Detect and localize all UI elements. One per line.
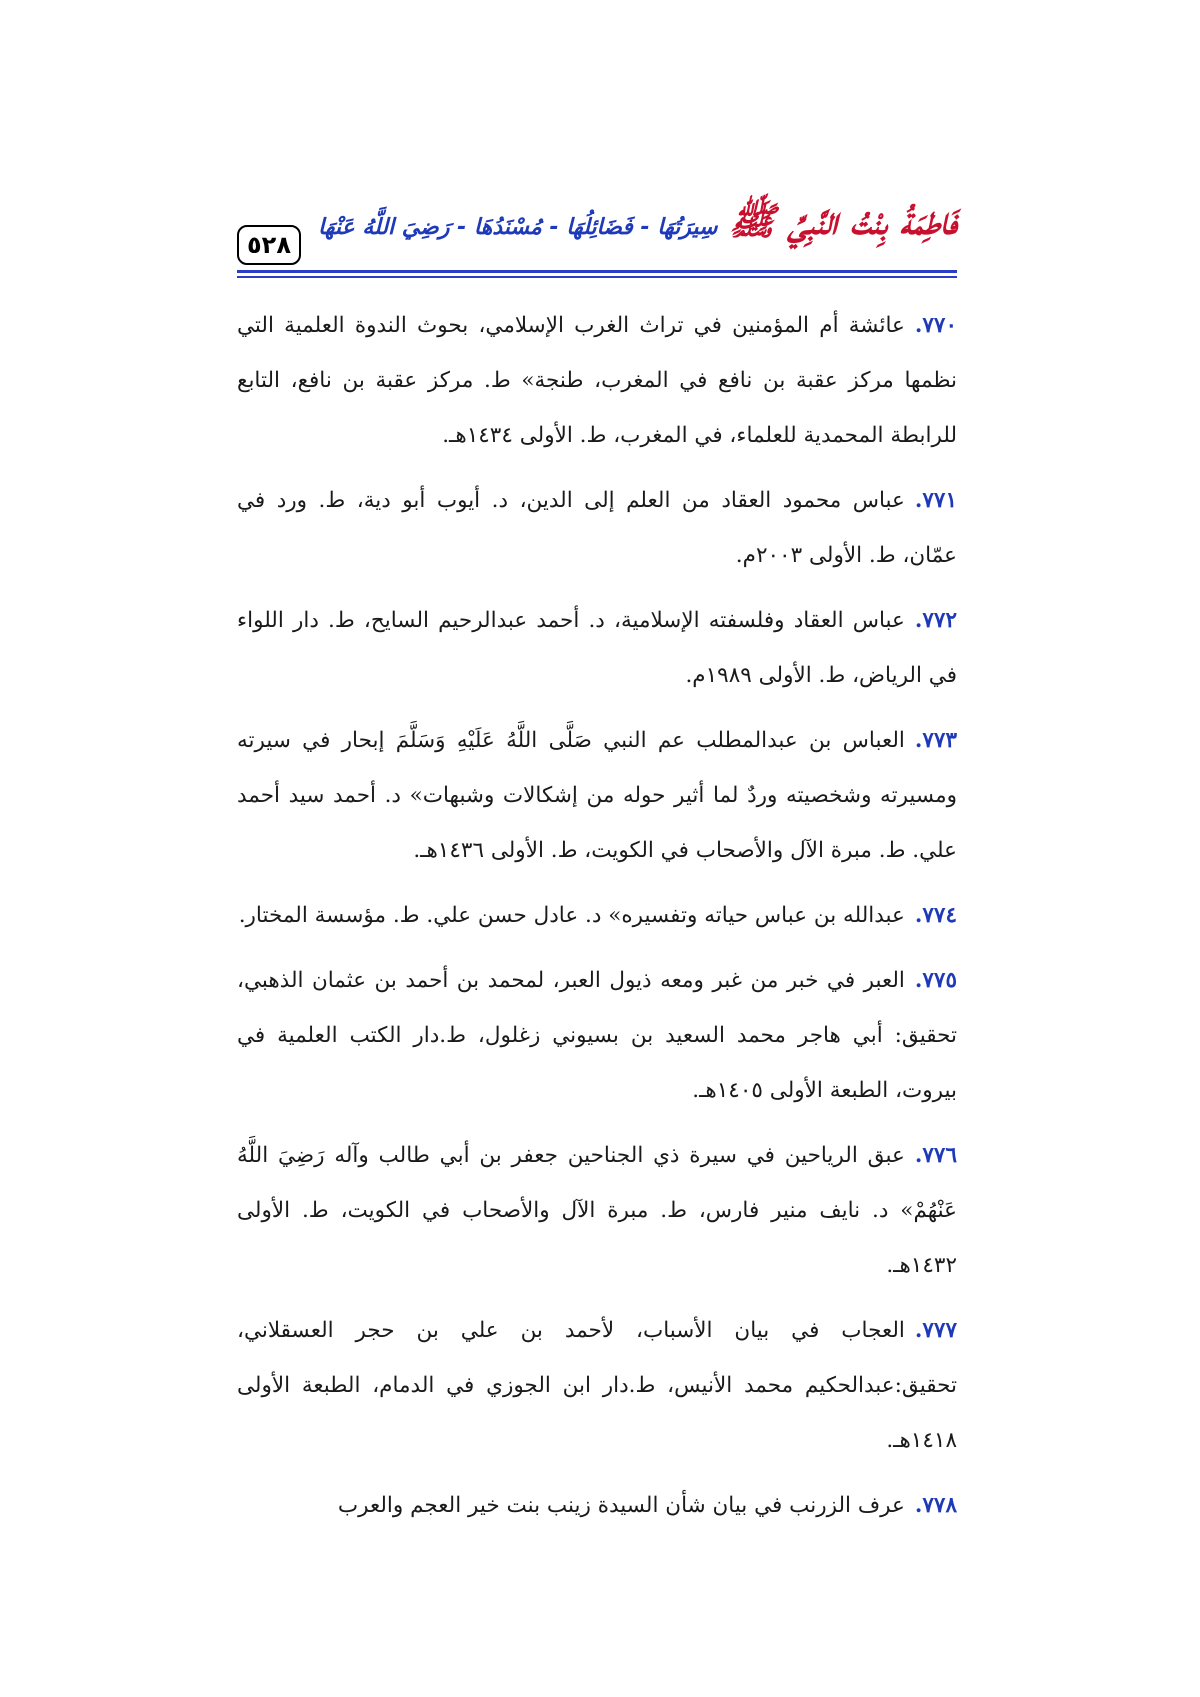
entry-number: ٧٧٥. <box>914 968 957 993</box>
entry-number: ٧٧٠. <box>914 313 957 338</box>
bibliography-entry <box>237 888 957 943</box>
page-header <box>237 180 957 280</box>
entry-number: ٧٧٨. <box>914 1493 957 1518</box>
entry-number: ٧٧٦. <box>914 1143 957 1168</box>
bibliography-entry <box>237 473 957 583</box>
page-number-badge: ٥٢٨ <box>237 225 301 265</box>
entry-number: ٧٧١. <box>914 488 957 513</box>
book-subtitle: سِيرَتُهَا - فَضَائِلُهَا - مُسْنَدُهَا - رَضِيَ اللَّهُ عَنْهَا <box>317 215 718 240</box>
bibliography-entry <box>237 1303 957 1468</box>
bibliography-entry <box>237 713 957 878</box>
entry-text: عباس العقاد وفلسفته الإسلامية، د. أحمد عبدالرحيم السايح، ط. دار اللواء في الرياض، ط. الأولى ١٩٨٩م. <box>237 608 957 688</box>
entry-text: العبر في خبر من غبر ومعه ذيول العبر، لمحمد بن أحمد بن عثمان الذهبي، تحقيق: أبي هاجر محمد السعيد بن بسيوني زغلول، ط.دار الكتب العلمية في بيروت، الطبعة الأولى ١٤٠٥هـ. <box>237 968 957 1103</box>
header-rule <box>237 270 957 273</box>
entry-text: عباس محمود العقاد من العلم إلى الدين، د. أيوب أبو دية، ط. ورد في عمّان، ط. الأولى ٢٠٠٣م. <box>237 488 957 568</box>
bibliography-list <box>237 298 957 1533</box>
bibliography-entry <box>237 593 957 703</box>
entry-text: العباس بن عبدالمطلب عم النبي صَلَّى اللَّهُ عَلَيْهِ وَسَلَّمَ إبحار في سيرته ومسيرته وشخصيته وردٌ لما أثير حوله من إشكالات وشبهات» د. أحمد سيد أحمد علي. ط. مبرة الآل والأصحاب في الكويت، ط. الأولى ١٤٣٦هـ. <box>237 728 957 863</box>
bibliography-entry <box>237 953 957 1118</box>
entry-number: ٧٧٢. <box>914 608 957 633</box>
entry-number: ٧٧٣. <box>914 728 957 753</box>
book-title: فَاطِمَةُ بِنْتُ النَّبِيِّ ﷺ <box>729 199 957 243</box>
bibliography-entry <box>237 298 957 463</box>
entry-number: ٧٧٤. <box>914 903 957 928</box>
entry-text: عبدالله بن عباس حياته وتفسيره» د. عادل حسن علي. ط. مؤسسة المختار. <box>238 903 905 928</box>
entry-text: العجاب في بيان الأسباب، لأحمد بن علي بن حجر العسقلاني، تحقيق:عبدالحكيم محمد الأنيس، ط.دار ابن الجوزي في الدمام، الطبعة الأولى ١٤١٨هـ. <box>237 1318 957 1453</box>
bibliography-entry <box>237 1478 957 1533</box>
entry-number: ٧٧٧. <box>914 1318 957 1343</box>
running-title <box>317 199 957 243</box>
entry-text: عائشة أم المؤمنين في تراث الغرب الإسلامي، بحوث الندوة العلمية التي نظمها مركز عقبة بن نافع في المغرب، طنجة» ط. مركز عقبة بن نافع، التابع للرابطة المحمدية للعلماء، في المغرب، ط. الأولى ١٤٣٤هـ. <box>237 313 957 448</box>
header-rule-thin <box>237 276 957 278</box>
entry-text: عرف الزرنب في بيان شأن السيدة زينب بنت خير العجم والعرب <box>337 1493 905 1518</box>
entry-text: عبق الرياحين في سيرة ذي الجناحين جعفر بن أبي طالب وآله رَضِيَ اللَّهُ عَنْهُمْ» د. نايف منير فارس، ط. مبرة الآل والأصحاب في الكويت، ط. الأولى ١٤٣٢هـ. <box>237 1143 957 1278</box>
bibliography-entry <box>237 1128 957 1293</box>
